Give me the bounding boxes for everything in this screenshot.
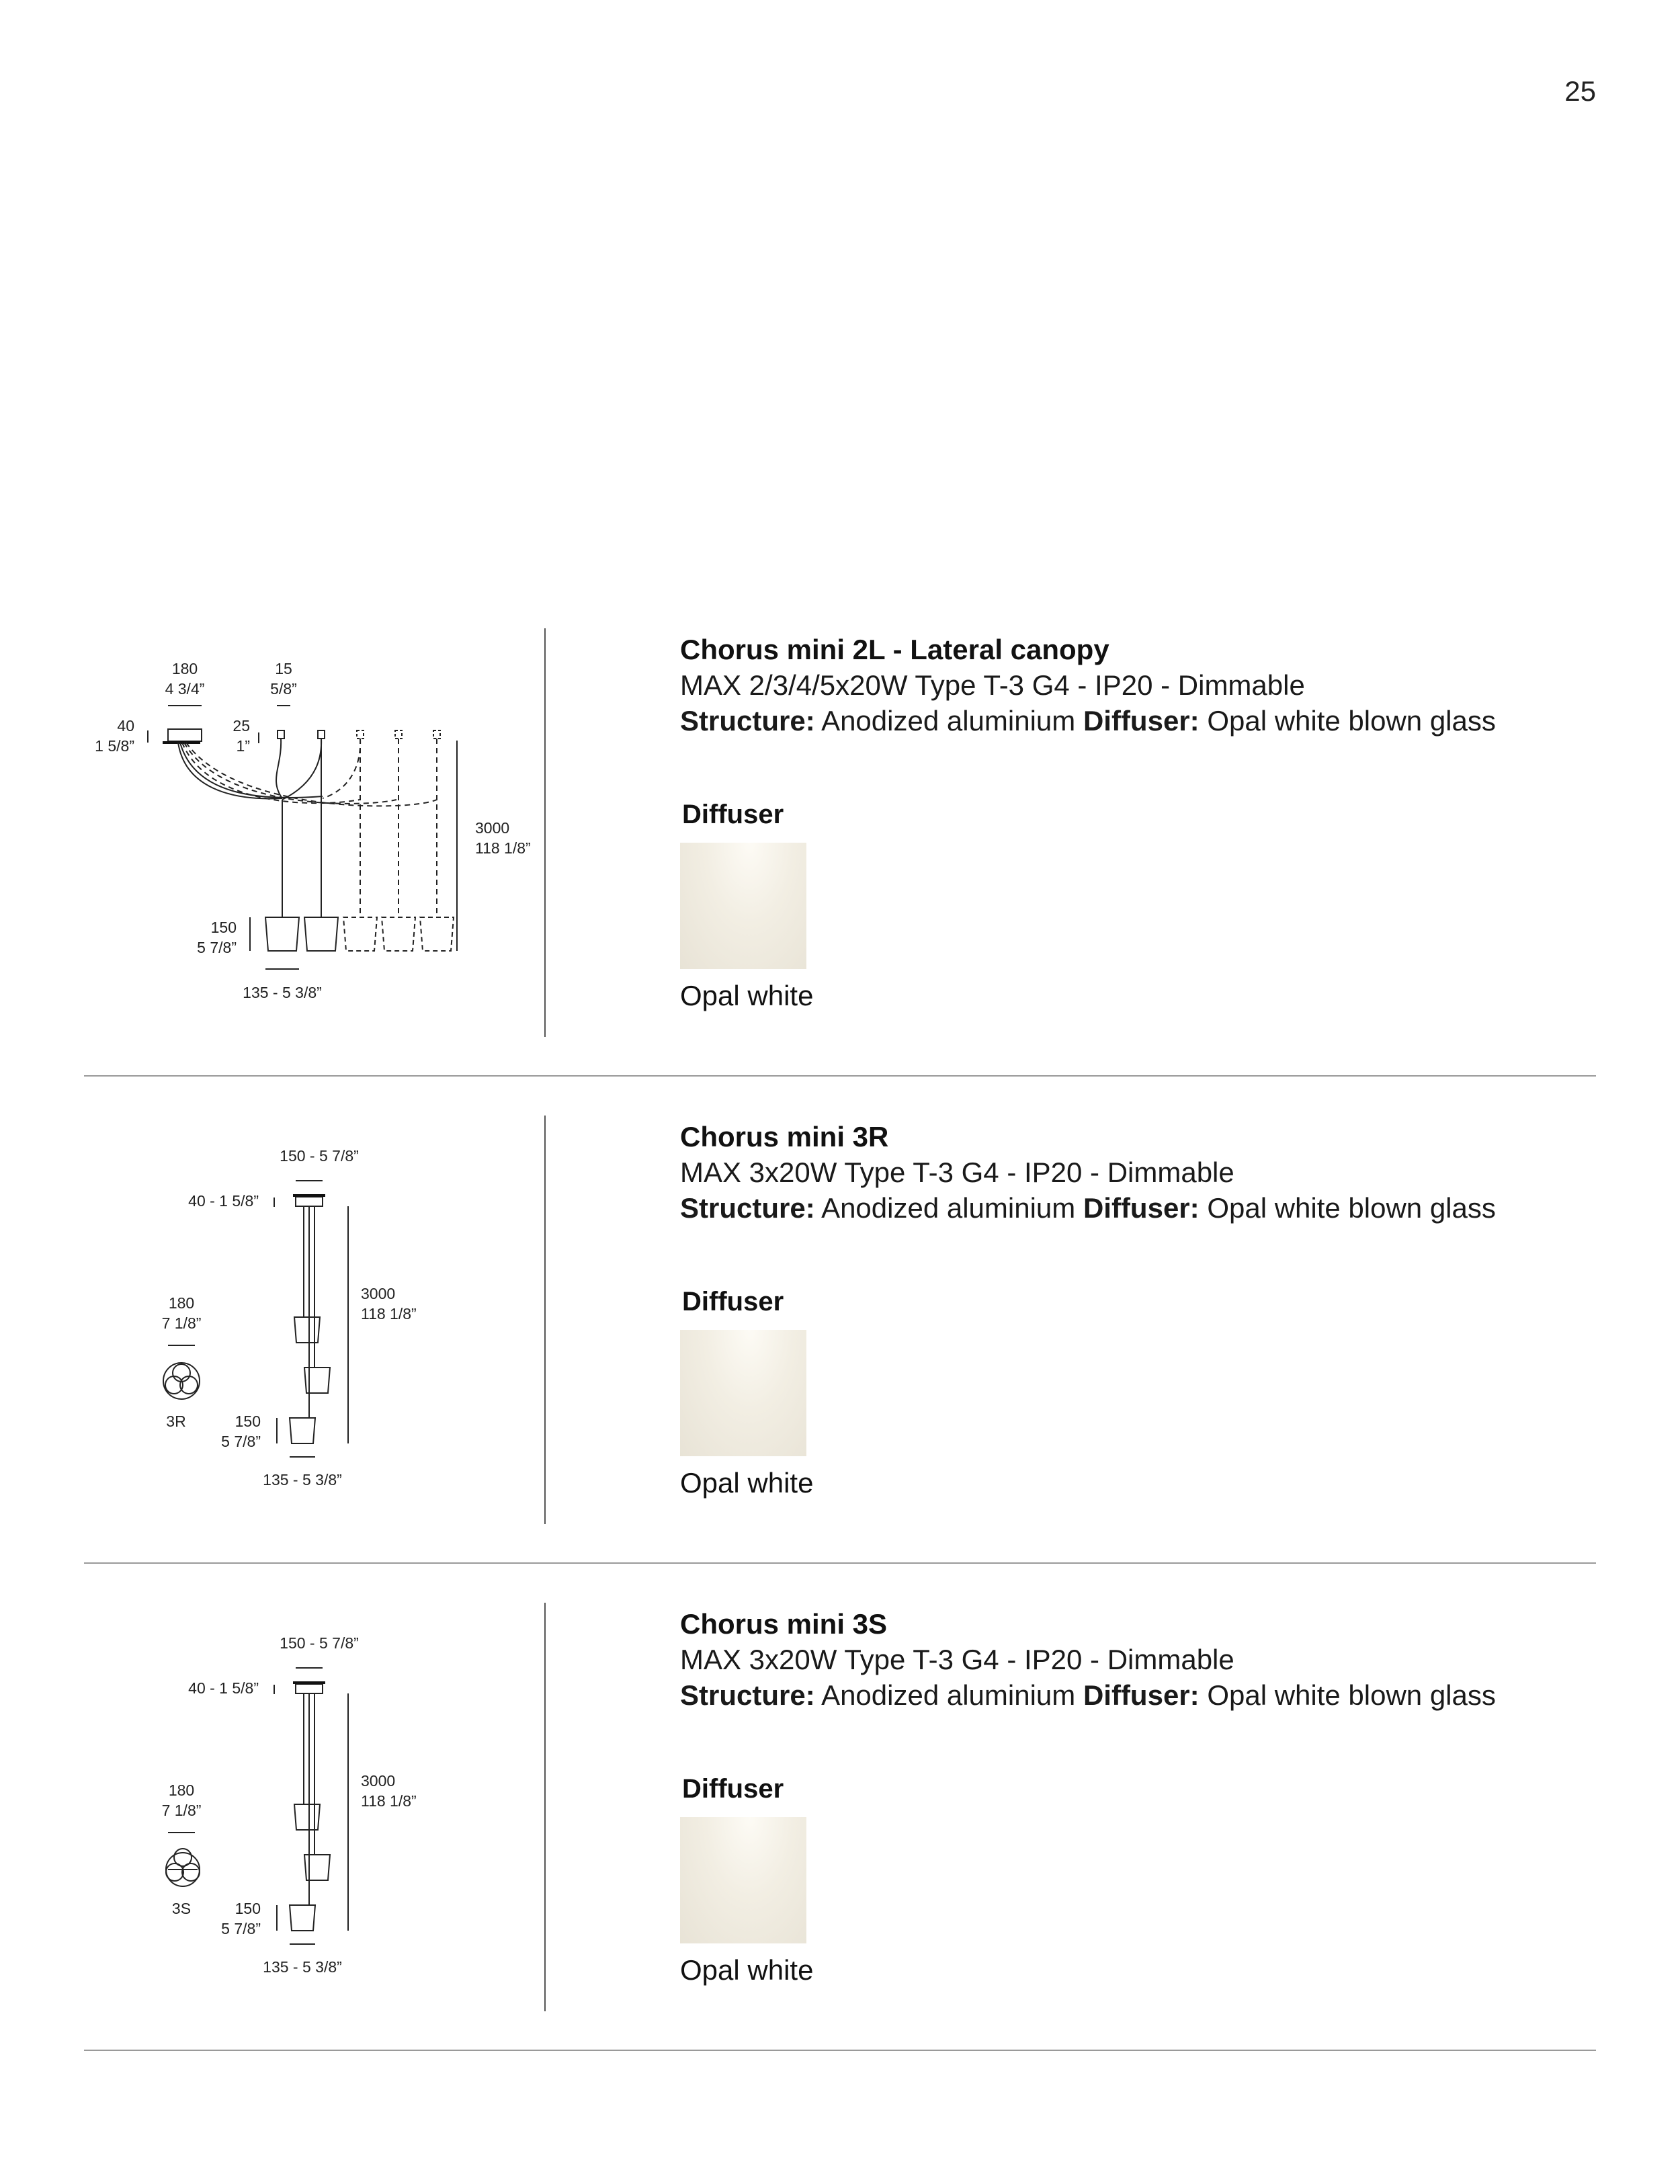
dim-canopy-height: 40 - 1 5/8” (188, 1679, 259, 1697)
product-spec: MAX 3x20W Type T-3 G4 - IP20 - Dimmable (680, 1644, 1234, 1675)
variant-label: 3R (166, 1413, 186, 1430)
drawing-svg-3r (60, 1119, 571, 1542)
opal-white-swatch (680, 843, 806, 969)
product-title: Chorus mini 3S (680, 1608, 888, 1640)
dim-length-in: 118 1/8” (361, 1792, 417, 1810)
section-divider (84, 2050, 1596, 2051)
dim-length-mm: 3000 (361, 1772, 396, 1790)
diffuser-heading: Diffuser (682, 1287, 784, 1316)
product-title: Chorus mini 3R (680, 1121, 889, 1152)
dim-shade-height-in: 5 7/8” (197, 939, 237, 956)
dim-shade-height-in: 5 7/8” (221, 1920, 261, 1937)
dim-length-in: 118 1/8” (475, 839, 531, 857)
section-divider (84, 1075, 1596, 1077)
opal-white-swatch (680, 1330, 806, 1456)
dim-shade-height-mm: 150 (210, 919, 237, 936)
product-spec: MAX 3x20W Type T-3 G4 - IP20 - Dimmable (680, 1157, 1234, 1188)
dim-canopy-height-mm: 40 (117, 717, 134, 734)
drawing-svg-2l (60, 632, 571, 1055)
diffuser-heading: Diffuser (682, 800, 784, 829)
technical-drawing-3s (60, 1606, 571, 2029)
diffuser-inline-value: Opal white blown glass (1207, 1192, 1496, 1224)
dim-shade-width: 135 - 5 3/8” (263, 1471, 342, 1488)
structure-value: Anodized aluminium (821, 1679, 1076, 1711)
product-materials (680, 1677, 1621, 1713)
diffuser-inline-label: Diffuser: (1083, 1192, 1200, 1224)
dim-length-mm: 3000 (361, 1285, 396, 1302)
dim-length-mm: 3000 (475, 819, 510, 837)
technical-drawing-3r (60, 1119, 571, 1542)
dim-cluster-mm: 180 (168, 1781, 195, 1799)
dim-gap-in: 1” (236, 737, 250, 755)
dim-cluster-in: 7 1/8” (161, 1314, 202, 1332)
page-number: 25 (1564, 75, 1596, 107)
circle-cluster-3r-icon (163, 1363, 200, 1399)
diffuser-inline-label: Diffuser: (1083, 1679, 1200, 1711)
drawing-svg-3s (60, 1606, 571, 2029)
structure-value: Anodized aluminium (821, 705, 1076, 737)
dim-shade-height-in: 5 7/8” (221, 1433, 261, 1450)
technical-drawing-2l (60, 632, 571, 1055)
vertical-divider (544, 628, 546, 1037)
structure-label: Structure: (680, 1679, 815, 1711)
circle-cluster-3s-icon (166, 1849, 200, 1886)
dim-canopy-width: 150 - 5 7/8” (280, 1634, 359, 1652)
product-materials (680, 703, 1621, 739)
dim-canopy-height-in: 1 5/8” (95, 737, 134, 755)
swatch-caption: Opal white (680, 980, 814, 1011)
structure-value: Anodized aluminium (821, 1192, 1076, 1224)
diffuser-inline-label: Diffuser: (1083, 705, 1200, 737)
opal-white-swatch (680, 1817, 806, 1943)
product-info-2l (680, 632, 1621, 1011)
dim-canopy-height: 40 - 1 5/8” (188, 1192, 259, 1210)
dim-length-in: 118 1/8” (361, 1305, 417, 1322)
structure-label: Structure: (680, 1192, 815, 1224)
section-divider (84, 1562, 1596, 1564)
variant-label: 3S (171, 1900, 192, 1917)
dim-hook-in: 5/8” (270, 680, 297, 698)
product-materials (680, 1190, 1621, 1226)
swatch-caption: Opal white (680, 1467, 814, 1499)
dim-shade-width: 135 - 5 3/8” (263, 1958, 342, 1976)
dim-shade-height-mm: 150 (235, 1413, 261, 1430)
product-info-3r (680, 1119, 1621, 1499)
swatch-caption: Opal white (680, 1954, 814, 1986)
dim-cluster-mm: 180 (168, 1294, 195, 1312)
dim-canopy-width-mm: 180 (171, 660, 198, 677)
dim-cluster-in: 7 1/8” (161, 1802, 202, 1819)
diffuser-inline-value: Opal white blown glass (1207, 705, 1496, 737)
diffuser-inline-value: Opal white blown glass (1207, 1679, 1496, 1711)
diffuser-heading: Diffuser (682, 1774, 784, 1804)
dim-canopy-width: 150 - 5 7/8” (280, 1147, 359, 1165)
dim-shade-height-mm: 150 (235, 1900, 261, 1917)
product-info-3s (680, 1606, 1621, 1986)
dim-hook-mm: 15 (275, 660, 292, 677)
vertical-divider (544, 1603, 546, 2011)
structure-label: Structure: (680, 705, 815, 737)
dim-canopy-width-in: 4 3/4” (165, 680, 205, 698)
product-spec: MAX 2/3/4/5x20W Type T-3 G4 - IP20 - Dimmable (680, 669, 1305, 701)
vertical-divider (544, 1116, 546, 1524)
product-title: Chorus mini 2L - Lateral canopy (680, 634, 1109, 665)
dim-shade-width: 135 - 5 3/8” (243, 984, 322, 1001)
dim-gap-mm: 25 (233, 717, 250, 734)
